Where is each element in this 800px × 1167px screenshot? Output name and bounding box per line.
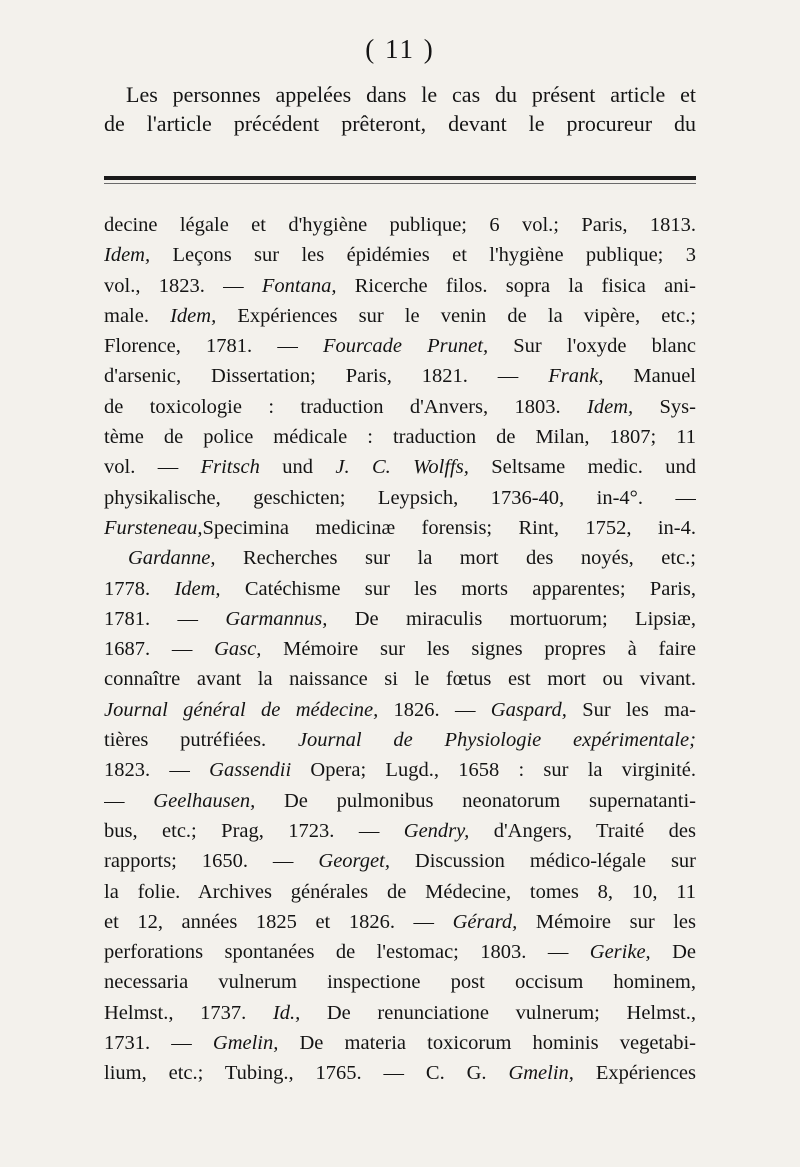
italic-reference: Idem, [174,577,221,600]
footnote-text: rapports; 1650. — [104,850,319,873]
footnote-text: lium, etc.; Tubing., 1765. — C. G. [104,1062,509,1085]
footnote-text: Expériences sur le venin de la vipère, etc.; [216,304,696,327]
footnote-line [104,695,696,725]
footnote-line [104,1028,696,1058]
footnote-line [104,392,696,422]
italic-reference: Gendry, [403,819,470,842]
italic-reference: Frank, [548,365,604,388]
footnote-line [104,907,696,937]
footnote-text: decine légale et d'hygiène publique; 6 vol.; Paris, 1813. [104,214,696,236]
italic-reference: Gerike, [589,941,651,964]
footnote-text: de toxicologie : traduction d'Anvers, 1803. [104,395,588,418]
footnote-text: Opera; Lugd., 1658 : sur la virginité. [291,759,696,782]
italic-reference: Idem, [587,395,634,418]
footnote-line [104,786,696,816]
footnote-text: Leçons sur les épidémies et l'hygiène publique; 3 [150,244,696,267]
footnote-text: perforations spontanées de l'estomac; 1803. — [104,941,590,964]
footnote-separator-rule [104,176,696,180]
footnote-line [104,361,696,391]
footnote-text: Florence, 1781. — [104,335,324,358]
footnote-text: physikalische, geschicten; Leypsich, 1736-40, in-4°. — [104,486,696,509]
footnote-text: und [259,456,336,479]
footnote-line [104,877,696,907]
italic-reference: Gardanne, [128,547,216,570]
footnote-text: Sur les ma- [566,698,696,721]
footnote-line [104,937,696,967]
footnote-line [104,210,696,240]
footnote-text: et 12, années 1825 et 1826. — [104,910,453,933]
footnote-text: necessaria vulnerum inspectione post occisum hominem, [104,971,696,994]
italic-reference: Fritsch [200,456,260,479]
italic-reference: Garmannus, [225,607,328,630]
footnote-text: De renunciatione vulnerum; Helmst., [300,1001,696,1024]
footnote-text: d'arsenic, Dissertation; Paris, 1821. — [104,365,549,388]
footnote-separator-thin-rule [104,183,696,184]
italic-reference: Gassendii [209,759,292,782]
italic-reference: Fursteneau, [104,516,203,539]
footnote-line [104,483,696,513]
footnote-text: 1731. — [104,1032,213,1055]
footnote-line [104,543,696,573]
main-text-line: de l'article précédent prêteront, devant le procureur du [104,111,696,136]
footnote-text: tème de police médicale : traduction de Milan, 1807; 11 [104,426,696,449]
footnote-line [104,846,696,876]
footnote-text: Expériences [573,1062,696,1085]
footnote-text: De miraculis mortuorum; Lipsiæ, [327,607,696,630]
footnote-line [104,1058,696,1088]
footnote-text: tières putréfiées. [104,729,298,752]
italic-reference: Fourcade Prunet, [323,335,489,358]
footnote-block [104,210,696,1089]
footnote-text: 1778. [104,577,175,600]
footnote-text: d'Angers, Traité des [469,819,696,842]
footnote-line [104,422,696,452]
footnote-line [104,271,696,301]
main-text [104,80,696,138]
italic-reference: Gmelin, [212,1032,279,1055]
footnote-line [104,240,696,270]
footnote-text: vol. — [104,456,201,479]
footnote-text: De materia toxicorum hominis vegetabi- [278,1032,696,1055]
footnote-line [104,998,696,1028]
footnote-text: De [650,941,696,964]
page-number: ( 11 ) [365,34,435,64]
italic-reference: Idem, [170,304,217,327]
footnote-text: Seltsame medic. und [468,456,696,479]
italic-reference: Idem, [104,244,151,267]
footnote-line [104,452,696,482]
footnote-text: Discussion médico-légale sur [389,850,696,873]
footnote-text: Recherches sur la mort des noyés, etc.; [215,547,696,570]
footnote-line [104,634,696,664]
footnote-text: 1826. — [378,698,491,721]
footnote-line [104,967,696,997]
footnote-text: Ricerche filos. sopra la fisica ani- [336,274,696,297]
italic-reference: J. C. Wolffs, [335,456,469,479]
footnote-text: Specimina medicinæ forensis; Rint, 1752, in-4. [202,516,696,539]
italic-reference: Georget, [318,850,390,873]
italic-reference: Fontana, [261,274,337,297]
footnote-line [104,574,696,604]
italic-reference: Id., [272,1001,301,1024]
footnote-text: connaître avant la naissance si le fœtus est mort ou vivant. [104,668,696,691]
footnote-text: la folie. Archives générales de Médecine, tomes 8, 10, 11 [104,880,696,903]
footnote-text: 1781. — [104,607,226,630]
footnote-line [104,816,696,846]
footnote-text: 1687. — [104,638,215,661]
italic-reference: Gaspard, [490,698,567,721]
main-text-line: Les personnes appelées dans le cas du présent article et [126,82,696,107]
footnote-text: bus, etc.; Prag, 1723. — [104,819,404,842]
footnote-text: Mémoire sur les [517,910,696,933]
italic-reference: Journal général de médecine, [104,698,379,721]
italic-reference: Gasc, [214,638,262,661]
footnote-text: 1823. — [104,759,210,782]
italic-reference: Journal de Physiologie expérimentale; [297,729,696,752]
italic-reference: Gérard, [452,910,518,933]
footnote-line [104,301,696,331]
footnote-line [104,604,696,634]
footnote-text: De pulmonibus neonatorum supernatanti- [255,789,696,812]
italic-reference: Geelhausen, [153,789,256,812]
footnote-text: Sys- [633,395,696,418]
footnote-text: Catéchisme sur les morts apparentes; Paris, [220,577,696,600]
footnote-line [104,513,696,543]
footnote-text: vol., 1823. — [104,274,262,297]
footnote-line [104,664,696,694]
footnote-text: — [104,789,154,812]
footnote-text: male. [104,304,171,327]
footnote-line [104,755,696,785]
footnote-line [104,725,696,755]
footnote-line [104,331,696,361]
italic-reference: Gmelin, [508,1062,574,1085]
footnote-text: Mémoire sur les signes propres à faire [261,638,696,661]
footnote-text: Manuel [603,365,696,388]
footnote-text: Helmst., 1737. [104,1001,273,1024]
footnote-text: Sur l'oxyde blanc [488,335,696,358]
